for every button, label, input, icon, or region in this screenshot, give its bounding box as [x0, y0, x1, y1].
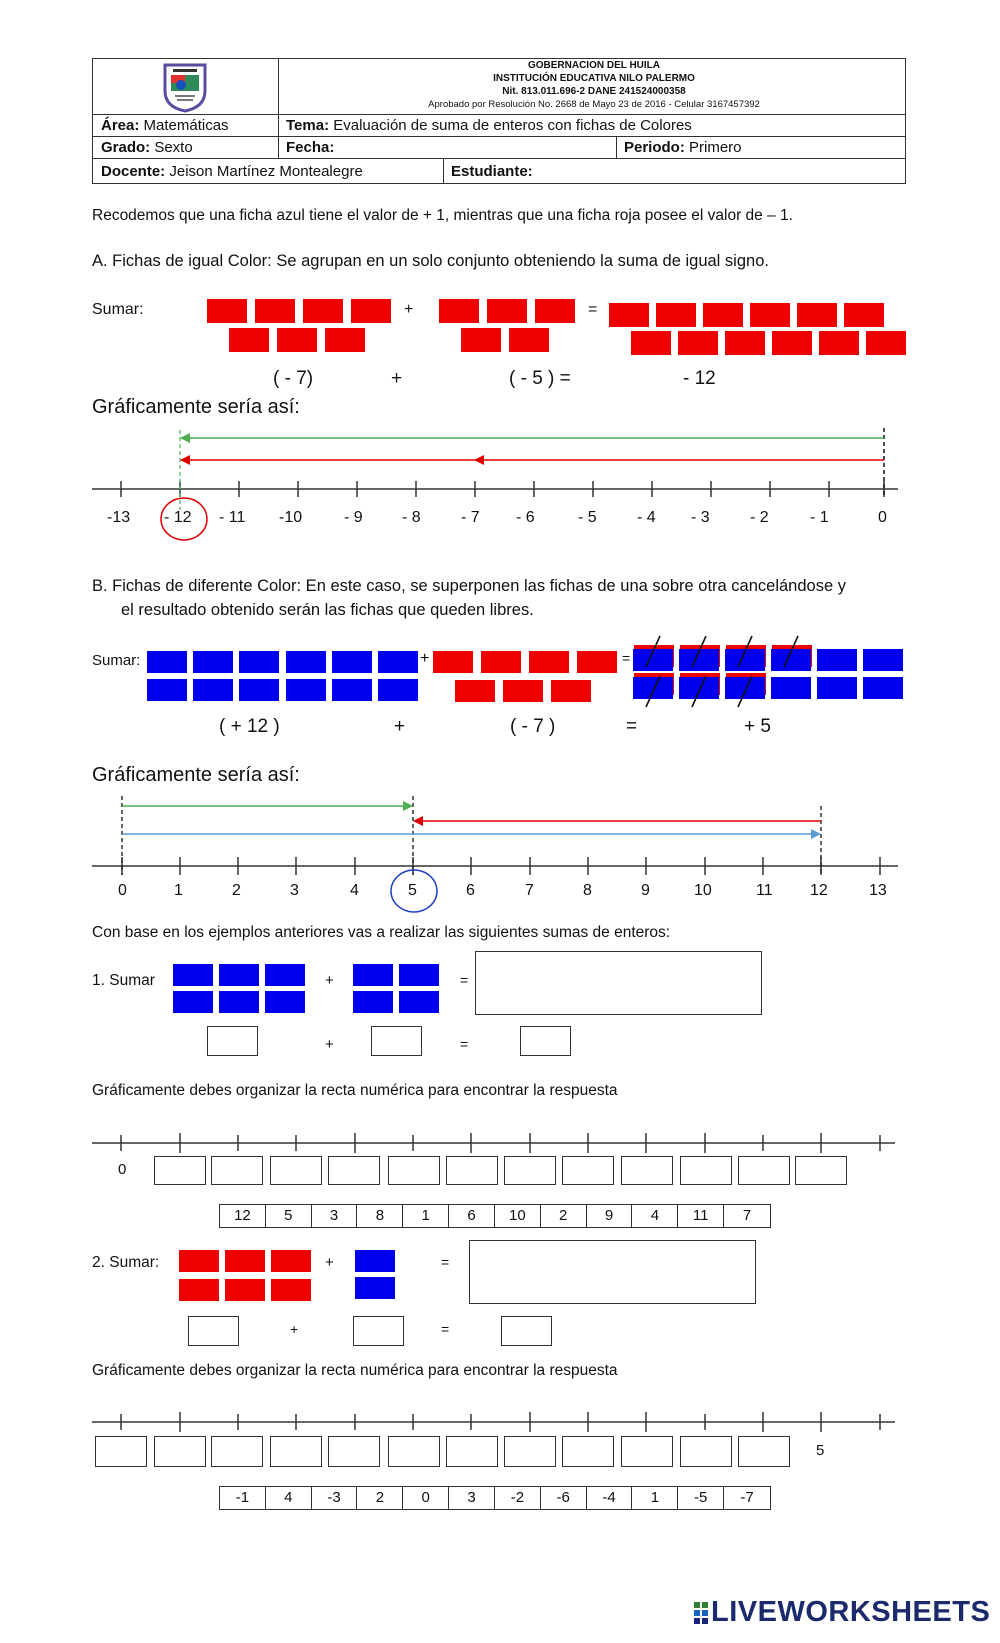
ex2-option[interactable]: 0 [403, 1487, 449, 1509]
ex2-label: 2. Sumar: [92, 1254, 160, 1271]
estudiante-field: Estudiante: [451, 163, 533, 180]
ex2-option[interactable]: -5 [678, 1487, 724, 1509]
ex2-option[interactable]: -7 [740, 1489, 754, 1506]
section-a-graf: Gráficamente sería así: [92, 396, 300, 418]
ex2-option[interactable]: 4 [266, 1487, 312, 1509]
ex1-plus-2: + [325, 1036, 334, 1053]
ex2-slot[interactable] [388, 1436, 440, 1467]
ex1-plus: + [325, 972, 334, 989]
ex2-slot[interactable] [211, 1436, 263, 1467]
liveworksheets-brand: LIVEWORKSHEETS [711, 1596, 991, 1628]
eq-a-mid: ( - 5 ) = [509, 368, 571, 389]
ex1-option[interactable]: 2 [541, 1205, 587, 1227]
ex2-option[interactable]: 3 [449, 1487, 495, 1509]
ex2-option[interactable]: 2 [357, 1487, 403, 1509]
eq-a-left: ( - 7) [273, 368, 314, 389]
eq-a-plus: + [391, 368, 403, 389]
ex1-option[interactable]: 4 [632, 1205, 678, 1227]
ex2-equals-2: = [441, 1321, 450, 1337]
eq-b-eq: = [626, 716, 638, 737]
ex1-graf: Gráficamente debes organizar la recta numérica para encontrar la respuesta [92, 1082, 618, 1099]
ex2-slot[interactable] [562, 1436, 614, 1467]
section-b-title-2: el resultado obtenido serán las fichas que queden libres. [121, 601, 534, 619]
section-b-title-1: B. Fichas de diferente Color: En este caso, se superponen las fichas de una sobre otra cancelándose y [92, 577, 846, 595]
eq-b-plus: + [394, 716, 406, 737]
ex2-option[interactable]: 1 [632, 1487, 678, 1509]
grado-field: Grado: Sexto [101, 139, 193, 156]
intro-text: Recodemos que una ficha azul tiene el valor de + 1, mientras que una ficha roja posee el valor de – 1. [92, 207, 793, 224]
ex1-zero-label: 0 [118, 1161, 127, 1178]
section-b-graf: Gráficamente sería así: [92, 764, 300, 786]
ex2-five-label: 5 [816, 1442, 825, 1459]
header-line-2: INSTITUCIÓN EDUCATIVA NILO PALERMO [493, 73, 695, 84]
ex2-slot[interactable] [621, 1436, 673, 1467]
ex1-option[interactable]: 1 [403, 1205, 449, 1227]
section-a-title: A. Fichas de igual Color: Se agrupan en un solo conjunto obteniendo la suma de igual signo. [92, 252, 769, 270]
section-a-equals: = [588, 301, 598, 318]
ex2-slot[interactable] [504, 1436, 556, 1467]
ex2-graf: Gráficamente debes organizar la recta numérica para encontrar la respuesta [92, 1362, 618, 1379]
tema-field: Tema: Evaluación de suma de enteros con fichas de Colores [286, 117, 692, 134]
header-line-1: GOBERNACION DEL HUILA [527, 60, 661, 71]
ex1-option[interactable]: 8 [357, 1205, 403, 1227]
ex2-slot[interactable] [328, 1436, 380, 1467]
section-a-sumar: Sumar: [92, 301, 144, 318]
ex2-slot[interactable] [270, 1436, 322, 1467]
section-b-equals: = [622, 650, 631, 666]
section-b-plus: + [420, 650, 430, 667]
eq-b-left: ( + 12 ) [219, 716, 280, 737]
ex2-slot[interactable] [95, 1436, 147, 1467]
docente-field: Docente: Jeison Martínez Montealegre [101, 163, 363, 180]
header-line-3: Nit. 813.011.696-2 DANE 241524000358 [502, 86, 686, 97]
ex2-options [219, 1486, 771, 1510]
ex1-label: 1. Sumar [92, 972, 155, 989]
ex1-option[interactable]: 12 [220, 1205, 266, 1227]
ex2-option[interactable]: -3 [312, 1487, 358, 1509]
section-a-plus: + [404, 301, 414, 318]
ex1-option[interactable]: 11 [678, 1205, 724, 1227]
ex1-option[interactable]: 5 [266, 1205, 312, 1227]
periodo-field: Periodo: Primero [624, 139, 742, 156]
fecha-field: Fecha: [286, 139, 335, 156]
ex2-slot[interactable] [446, 1436, 498, 1467]
ex1-option[interactable]: 9 [587, 1205, 633, 1227]
ex2-slot[interactable] [154, 1436, 206, 1467]
ex2-slot[interactable] [680, 1436, 732, 1467]
ex1-option[interactable]: 7 [742, 1207, 752, 1224]
eq-b-result: + 5 [744, 716, 771, 737]
ex1-option[interactable]: 10 [495, 1205, 541, 1227]
ex1-option[interactable]: 6 [449, 1205, 495, 1227]
ex1-option[interactable]: 3 [312, 1205, 358, 1227]
ex2-plus: + [325, 1254, 334, 1271]
ex2-option[interactable]: -4 [587, 1487, 633, 1509]
ex1-equals: = [460, 972, 469, 988]
ex2-option[interactable]: -2 [495, 1487, 541, 1509]
eq-b-mid: ( - 7 ) [510, 716, 556, 737]
area-field: Área: Matemáticas [101, 117, 229, 134]
header-line-4: Aprobado por Resolución No. 2668 de Mayo 23 de 2016 - Celular 3167457392 [428, 99, 760, 110]
eq-a-result: - 12 [683, 368, 716, 389]
exercise-intro: Con base en los ejemplos anteriores vas a realizar las siguientes sumas de enteros: [92, 924, 671, 941]
ex2-equals: = [441, 1254, 450, 1270]
ex2-slot[interactable] [738, 1436, 790, 1467]
ex1-equals-2: = [460, 1036, 469, 1052]
section-b-sumar: Sumar: [92, 652, 141, 669]
ex2-option[interactable]: -1 [220, 1487, 266, 1509]
ex2-option[interactable]: -6 [541, 1487, 587, 1509]
ex2-plus-2: + [290, 1321, 299, 1337]
